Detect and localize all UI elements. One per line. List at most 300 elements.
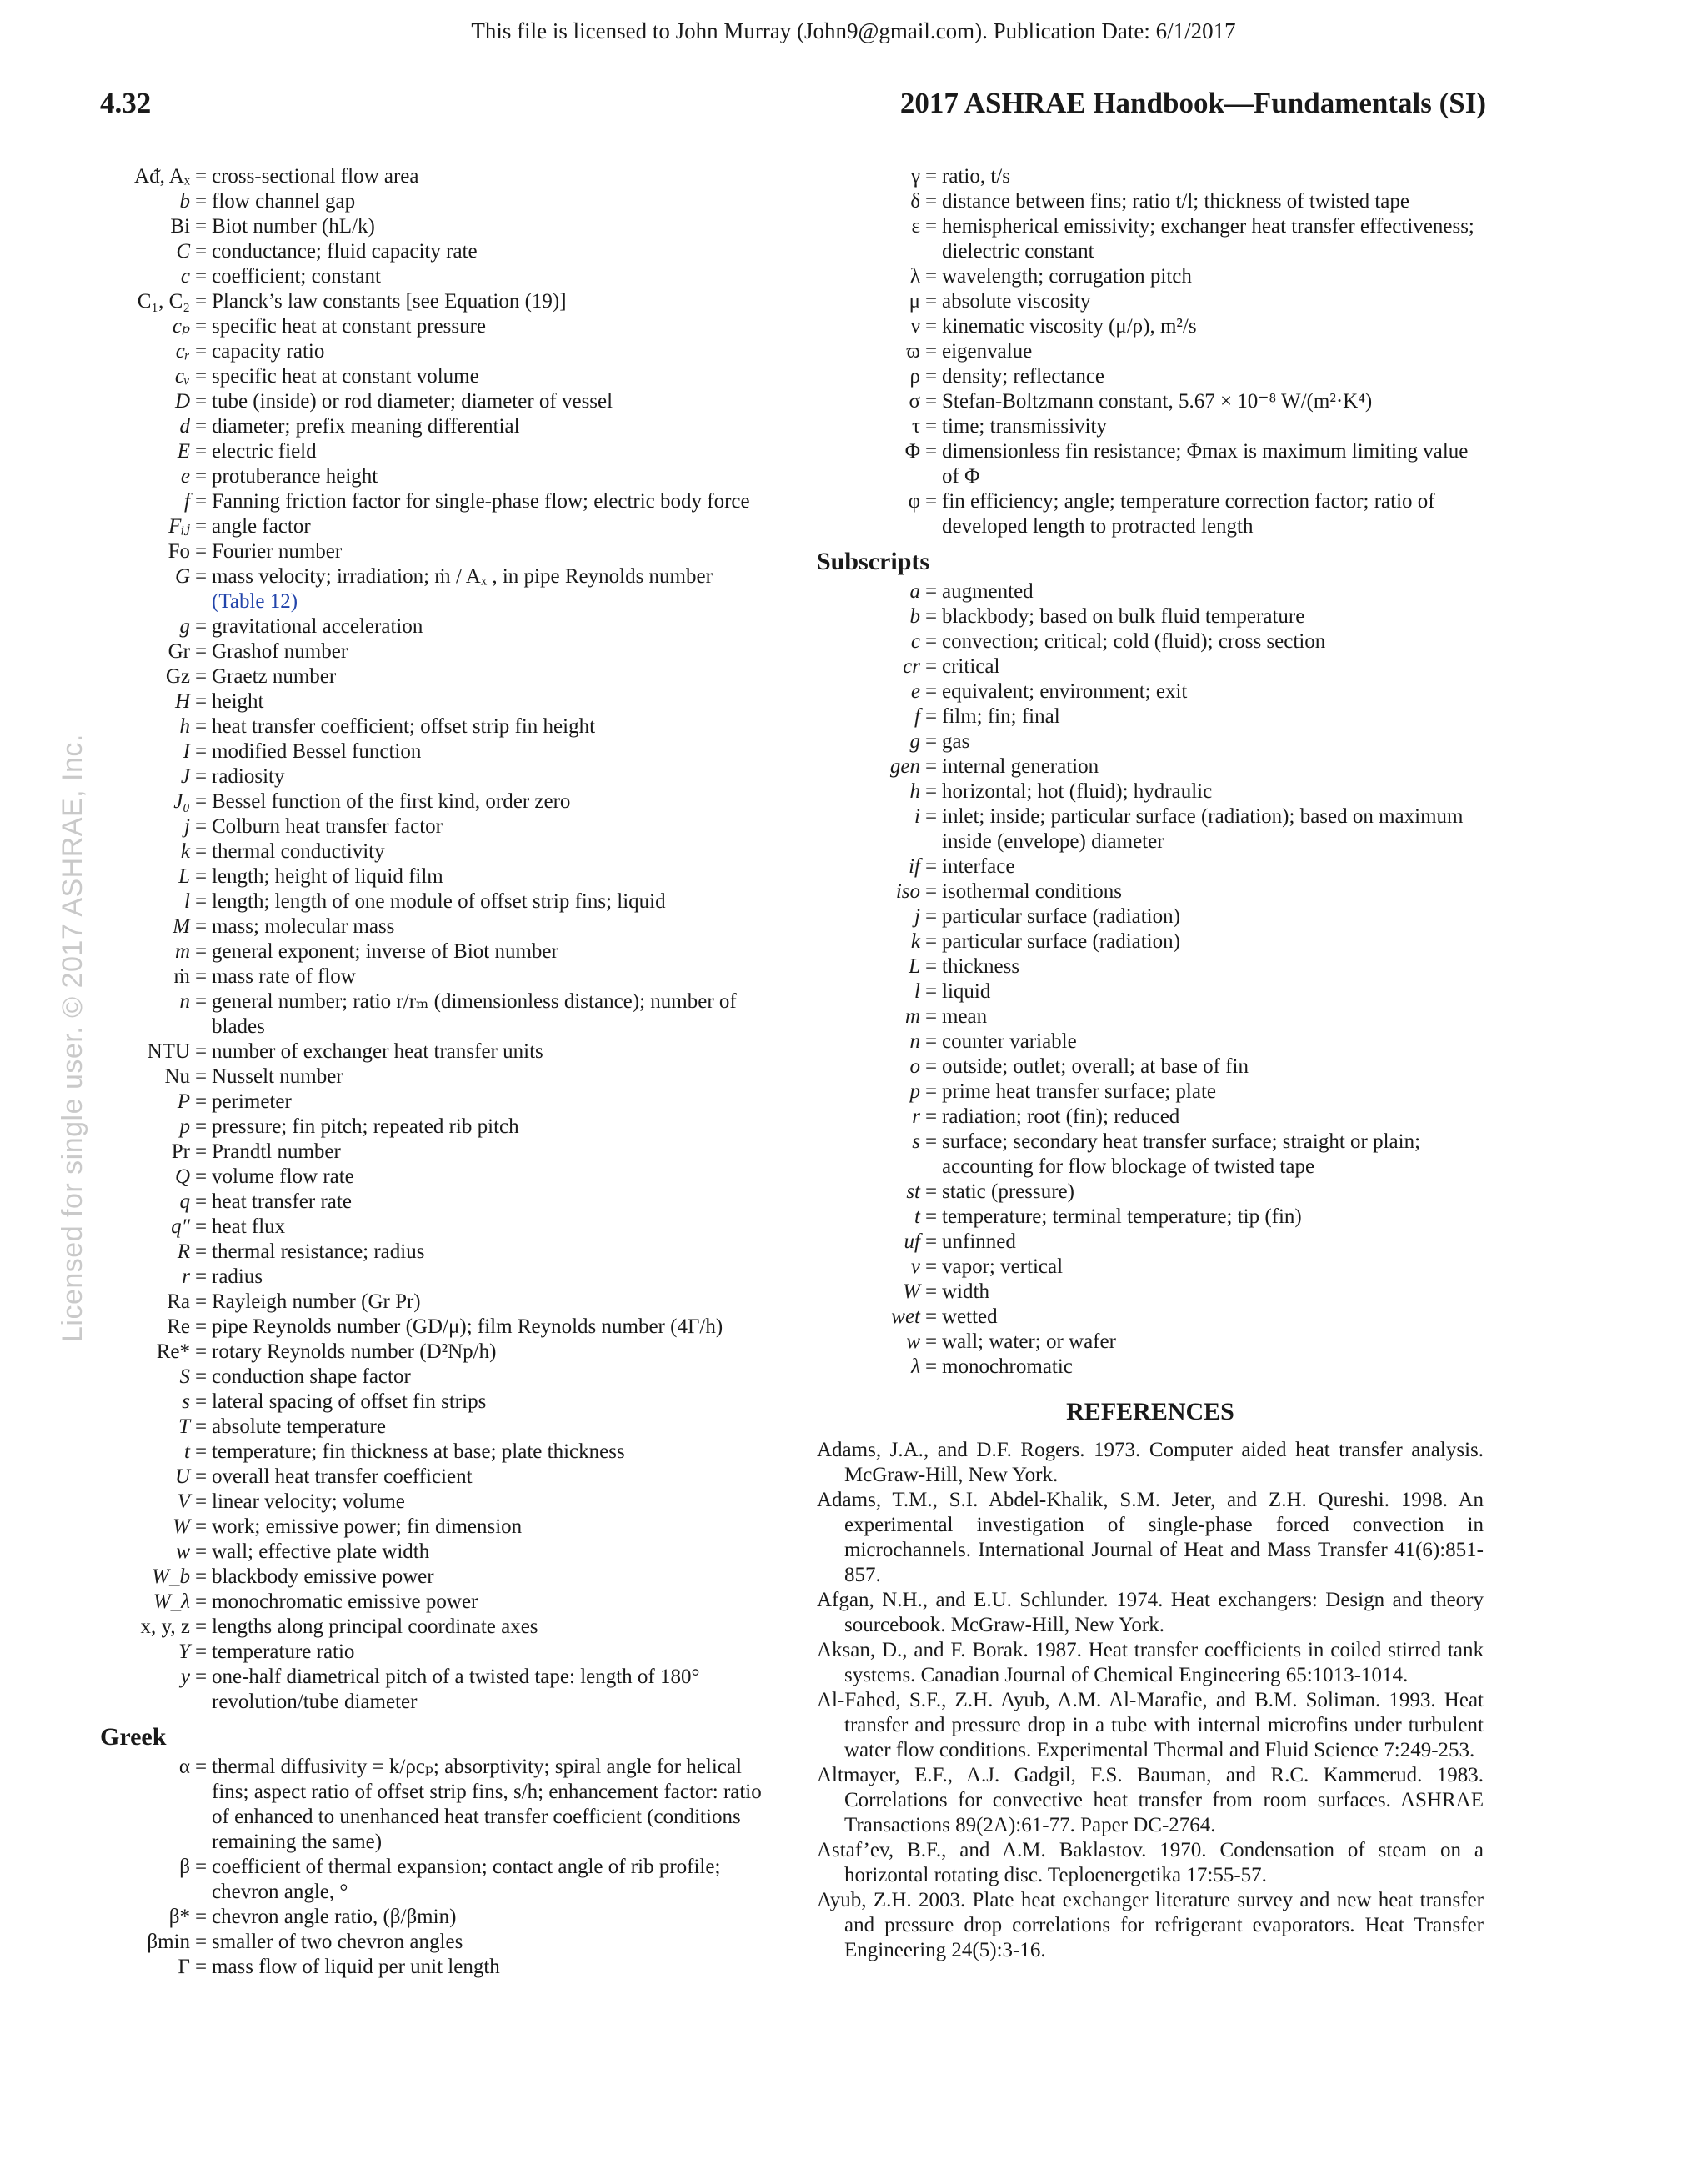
equals-sign: =: [194, 990, 208, 1013]
references-list: [817, 1438, 1484, 1963]
symbol: L: [909, 955, 920, 978]
definition: [942, 489, 1484, 539]
equals-sign: =: [194, 440, 208, 463]
symbol: J: [180, 765, 190, 788]
definition: [212, 264, 767, 289]
nomenclature-entry: [100, 1440, 767, 1465]
symbol: Fo: [168, 540, 190, 563]
reference-entry: Al-Fahed, S.F., Z.H. Ayub, A.M. Al-Marafie, and B.M. Soliman. 1993. Heat transfer and pressure drop in a tube with internal microfins under turbulent water flow conditions. Experimental Thermal and Fluid Science 7:249-253.: [817, 1689, 1484, 1761]
subscript-entry: [817, 1105, 1484, 1130]
equals-sign: =: [194, 1390, 208, 1413]
equals-sign: =: [924, 1105, 938, 1128]
nomenclature-entry: [100, 489, 767, 514]
symbol: V: [177, 1490, 190, 1513]
license-watermark: Licensed for single user. © 2017 ASHRAE, Inc.: [57, 734, 88, 1342]
equals-sign: =: [924, 1230, 938, 1253]
subscript-entry: [817, 604, 1484, 629]
subscript-entry: [817, 854, 1484, 879]
nomenclature-entry: [100, 1640, 767, 1665]
nomenclature-entry: [100, 439, 767, 464]
equals-sign: =: [194, 1906, 208, 1928]
definition: [942, 604, 1484, 629]
definition-text: gravitational acceleration: [212, 615, 423, 638]
definition: [212, 614, 767, 639]
equals-sign: =: [194, 640, 208, 663]
symbol: Fᵢⱼ: [168, 515, 190, 538]
definition: [212, 164, 767, 189]
definition: [212, 1440, 767, 1465]
symbol: L: [178, 865, 190, 888]
symbol: ν: [910, 315, 920, 338]
definition: [212, 889, 767, 914]
symbol: Gr: [168, 640, 190, 663]
definition-text: temperature; fin thickness at base; plate thickness: [212, 1440, 625, 1463]
definition: [212, 414, 767, 439]
greek-entry: [100, 1930, 767, 1955]
equals-sign: =: [924, 1305, 938, 1328]
subscript-entry: [817, 879, 1484, 904]
subscript-entry: [817, 704, 1484, 729]
definition-text: liquid: [942, 980, 991, 1003]
definition-text: diameter; prefix meaning differential: [212, 415, 520, 438]
symbol: M: [173, 915, 190, 938]
definition-text: pipe Reynolds number (GD/μ); film Reynolds number (4Γ/h): [212, 1315, 723, 1338]
definition-text: cross-sectional flow area: [212, 165, 419, 188]
equals-sign: =: [924, 605, 938, 628]
definition: [942, 1280, 1484, 1305]
definition-text: smaller of two chevron angles: [212, 1931, 463, 1953]
equals-sign: =: [194, 890, 208, 913]
symbol: n: [179, 990, 190, 1013]
equals-sign: =: [924, 855, 938, 878]
nomenclature-entry: [100, 189, 767, 214]
definition-text: film; fin; final: [942, 705, 1060, 728]
definition-text: mass flow of liquid per unit length: [212, 1956, 500, 1978]
definition: [212, 989, 767, 1039]
equals-sign: =: [924, 1280, 938, 1303]
reference-entry: Astaf’ev, B.F., and A.M. Baklastov. 1970. Condensation of steam on a horizontal rotating disc. Teploenergetika 17:55-57.: [817, 1839, 1484, 1886]
definition: [942, 1230, 1484, 1255]
equals-sign: =: [924, 1055, 938, 1078]
running-head: 2017 ASHRAE Handbook—Fundamentals (SI): [899, 87, 1486, 119]
equals-sign: =: [194, 540, 208, 563]
equals-sign: =: [194, 1190, 208, 1213]
definition-text: coefficient; constant: [212, 265, 381, 288]
equals-sign: =: [924, 1330, 938, 1353]
nomenclature-entry: [100, 1365, 767, 1390]
greek-entry: [100, 1905, 767, 1930]
symbol: T: [178, 1415, 190, 1438]
definition-text: time; transmissivity: [942, 415, 1107, 438]
equals-sign: =: [194, 1590, 208, 1613]
greek-entry: [817, 439, 1484, 489]
equals-sign: =: [924, 415, 938, 438]
definition: [212, 764, 767, 789]
definition: [942, 164, 1484, 189]
definition-text: equivalent; environment; exit: [942, 680, 1188, 703]
nomenclature-entry: [100, 864, 767, 889]
definition-text: radius: [212, 1265, 263, 1288]
nomenclature-entry: [100, 264, 767, 289]
equals-sign: =: [924, 215, 938, 238]
definition-text: monochromatic: [942, 1355, 1073, 1378]
definition-text: gas: [942, 730, 970, 753]
nomenclature-entry: [100, 1115, 767, 1140]
definition: [942, 1330, 1484, 1355]
symbol: if: [909, 855, 920, 878]
subscripts-list: [817, 579, 1484, 1380]
equals-sign: =: [194, 265, 208, 288]
symbol: Ra: [167, 1290, 190, 1313]
definition-text: surface; secondary heat transfer surface; straight or plain; accounting for flow blockage of twisted tape: [942, 1130, 1421, 1178]
definition-text: mean: [942, 1005, 988, 1028]
greek-entry: [100, 1955, 767, 1980]
subscript-entry: [817, 754, 1484, 779]
definition: [942, 339, 1484, 364]
equals-sign: =: [924, 1180, 938, 1203]
symbol: n: [909, 1030, 920, 1053]
symbol: γ: [910, 165, 920, 188]
definition-text: Grashof number: [212, 640, 348, 663]
equals-sign: =: [194, 690, 208, 713]
equals-sign: =: [924, 165, 938, 188]
equals-sign: =: [194, 490, 208, 513]
nomenclature-entry: [100, 1415, 767, 1440]
nomenclature-entry: [100, 1215, 767, 1240]
symbol: h: [179, 715, 190, 738]
symbol: β: [179, 1856, 190, 1878]
nomenclature-entry: [100, 289, 767, 314]
symbol: J₀: [173, 790, 190, 813]
symbol: βmin: [147, 1931, 190, 1953]
definition-text: thickness: [942, 955, 1020, 978]
definition: [212, 1640, 767, 1665]
symbol: cᵣ: [175, 340, 190, 363]
definition-text: heat transfer coefficient; offset strip fin height: [212, 715, 596, 738]
table-12-link[interactable]: (Table 12): [212, 590, 298, 613]
definition: [212, 689, 767, 714]
equals-sign: =: [194, 915, 208, 938]
nomenclature-entry: [100, 614, 767, 639]
symbol: D: [174, 390, 190, 413]
definition: [942, 1029, 1484, 1054]
symbol: β*: [168, 1906, 190, 1928]
symbol: ṁ: [173, 965, 190, 988]
definition: [212, 864, 767, 889]
definition-text: conduction shape factor: [212, 1365, 411, 1388]
equals-sign: =: [924, 340, 938, 363]
subscript-entry: [817, 679, 1484, 704]
symbol: φ: [908, 490, 920, 513]
symbol: cᵥ: [174, 365, 190, 388]
subscript-entry: [817, 1029, 1484, 1054]
definition-text: overall heat transfer coefficient: [212, 1465, 473, 1488]
subscript-entry: [817, 1280, 1484, 1305]
equals-sign: =: [194, 715, 208, 738]
definition-text: ratio, t/s: [942, 165, 1010, 188]
subscript-entry: [817, 579, 1484, 604]
subscript-entry: [817, 1230, 1484, 1255]
definition: [212, 1465, 767, 1490]
definition-text: prime heat transfer surface; plate: [942, 1080, 1216, 1103]
reference-entry: Adams, J.A., and D.F. Rogers. 1973. Computer aided heat transfer analysis. McGraw-Hill, New York.: [817, 1439, 1484, 1486]
definition-text: lengths along principal coordinate axes: [212, 1615, 538, 1638]
nomenclature-entry: [100, 514, 767, 539]
definition: [212, 389, 767, 414]
symbol: C₁, C₂: [137, 290, 190, 313]
definition-text: internal generation: [942, 755, 1099, 778]
greek-entry: [817, 389, 1484, 414]
symbol: s: [182, 1390, 190, 1413]
definition-text: electric field: [212, 440, 317, 463]
definition: [212, 1415, 767, 1440]
definition-text: thermal conductivity: [212, 840, 385, 863]
definition-text: perimeter: [212, 1090, 292, 1113]
symbol: i: [914, 805, 920, 828]
equals-sign: =: [924, 580, 938, 603]
definition-text: heat flux: [212, 1215, 286, 1238]
equals-sign: =: [194, 1756, 208, 1778]
equals-sign: =: [194, 215, 208, 238]
symbol: Φ: [904, 440, 920, 463]
symbol: p: [179, 1115, 190, 1138]
equals-sign: =: [924, 880, 938, 903]
definition-text: capacity ratio: [212, 340, 325, 363]
definition-text: vapor; vertical: [942, 1255, 1064, 1278]
equals-sign: =: [924, 755, 938, 778]
definition: [942, 1305, 1484, 1330]
symbol: a: [909, 580, 920, 603]
nomenclature-entry: [100, 1265, 767, 1290]
definition: [942, 654, 1484, 679]
definition-text: Colburn heat transfer factor: [212, 815, 443, 838]
definition-text: conductance; fluid capacity rate: [212, 240, 478, 263]
nomenclature-entry: [100, 914, 767, 939]
definition: [942, 929, 1484, 954]
definition-text: number of exchanger heat transfer units: [212, 1040, 543, 1063]
definition: [942, 704, 1484, 729]
symbol: gen: [889, 755, 920, 778]
definition: [942, 979, 1484, 1004]
subscripts-heading: Subscripts: [817, 548, 930, 575]
symbol: wet: [891, 1305, 920, 1328]
nomenclature-entry: [100, 1240, 767, 1265]
subscript-entry: [817, 979, 1484, 1004]
symbol: I: [183, 740, 190, 763]
definition: [212, 964, 767, 989]
definition: [212, 1540, 767, 1565]
definition-text: thermal diffusivity = k/ρcₚ; absorptivity; spiral angle for helical fins; aspect ratio of offset strip fins, s/h; enhancement factor: ratio of enhanced to unenhanced heat transfer coefficient (conditions remaining the same): [212, 1756, 762, 1853]
definition: [942, 804, 1484, 854]
definition: [942, 289, 1484, 314]
subscript-entry: [817, 1255, 1484, 1280]
definition: [942, 439, 1484, 489]
definition: [942, 364, 1484, 389]
definition: [212, 1365, 767, 1390]
symbol: c: [180, 265, 190, 288]
equals-sign: =: [194, 465, 208, 488]
symbol: g: [909, 730, 920, 753]
equals-sign: =: [194, 565, 208, 588]
definition-text: hemispherical emissivity; exchanger heat transfer effectiveness; dielectric constant: [942, 215, 1474, 263]
definition-text: lateral spacing of offset fin strips: [212, 1390, 487, 1413]
equals-sign: =: [194, 1215, 208, 1238]
definition-text: Planck’s law constants [see Equation (19)]: [212, 290, 567, 313]
definition: [212, 1064, 767, 1089]
equals-sign: =: [924, 1030, 938, 1053]
definition-text: horizontal; hot (fluid); hydraulic: [942, 780, 1213, 803]
equals-sign: =: [194, 1165, 208, 1188]
reference-entry: Adams, T.M., S.I. Abdel-Khalik, S.M. Jeter, and Z.H. Qureshi. 1998. An experimental investigation of single-phase forced convection in microchannels. International Journal of Heat and Mass Transfer 41(6):851-857.: [817, 1489, 1484, 1586]
definition: [212, 1265, 767, 1290]
nomenclature-entry: [100, 314, 767, 339]
subscript-entry: [817, 1054, 1484, 1079]
subscript-entry: [817, 1355, 1484, 1380]
nomenclature-entry: [100, 1390, 767, 1415]
definition: [212, 1215, 767, 1240]
equals-sign: =: [924, 805, 938, 828]
symbol: Aᵭ, Aₓ: [134, 165, 190, 188]
symbol: Γ: [178, 1956, 190, 1978]
symbol: w: [176, 1540, 190, 1563]
symbol: P: [177, 1090, 190, 1113]
symbol: ε: [911, 215, 920, 238]
definition-text: modified Bessel function: [212, 740, 422, 763]
equals-sign: =: [924, 730, 938, 753]
equals-sign: =: [194, 1440, 208, 1463]
equals-sign: =: [194, 1115, 208, 1138]
equals-sign: =: [194, 390, 208, 413]
symbol: f: [914, 705, 920, 728]
nomenclature-entry: [100, 1190, 767, 1215]
equals-sign: =: [924, 440, 938, 463]
definition: [212, 1490, 767, 1515]
definition: [212, 1515, 767, 1540]
nomenclature-entry: [100, 1290, 767, 1315]
equals-sign: =: [194, 615, 208, 638]
equals-sign: =: [924, 680, 938, 703]
definition: [212, 1615, 767, 1640]
symbol: l: [184, 890, 190, 913]
nomenclature-entry: [100, 814, 767, 839]
nomenclature-entry: [100, 1615, 767, 1640]
symbol: j: [184, 815, 190, 838]
definition-text: length; length of one module of offset strip fins; liquid: [212, 890, 666, 913]
nomenclature-entry: [100, 1140, 767, 1165]
definition-text: coefficient of thermal expansion; contact angle of rib profile; chevron angle, °: [212, 1856, 721, 1903]
symbol: x, y, z: [140, 1615, 190, 1638]
symbol: uf: [904, 1230, 920, 1253]
equals-sign: =: [194, 965, 208, 988]
equals-sign: =: [924, 955, 938, 978]
equals-sign: =: [194, 1465, 208, 1488]
symbol: Nu: [164, 1065, 190, 1088]
equals-sign: =: [924, 1205, 938, 1228]
equals-sign: =: [924, 905, 938, 928]
symbol: k: [180, 840, 190, 863]
definition-text: convection; critical; cold (fluid); cross section: [942, 630, 1326, 653]
definition: [212, 1240, 767, 1265]
symbol: ρ: [909, 365, 920, 388]
equals-sign: =: [194, 765, 208, 788]
equals-sign: =: [194, 1315, 208, 1338]
definition-text: protuberance height: [212, 465, 378, 488]
subscript-entry: [817, 1004, 1484, 1029]
nomenclature-entry: [100, 664, 767, 689]
definition-text: one-half diametrical pitch of a twisted tape: length of 180° revolution/tube diameter: [212, 1666, 700, 1713]
equals-sign: =: [924, 705, 938, 728]
nomenclature-entry: [100, 389, 767, 414]
greek-entry: [817, 214, 1484, 264]
equals-sign: =: [194, 790, 208, 813]
symbol: q″: [171, 1215, 190, 1238]
definition: [942, 264, 1484, 289]
definition-text: blackbody; based on bulk fluid temperature: [942, 605, 1305, 628]
equals-sign: =: [924, 980, 938, 1003]
references-heading: REFERENCES: [1066, 1398, 1234, 1425]
definition: [942, 1105, 1484, 1130]
definition-text: distance between fins; ratio t/l; thickness of twisted tape: [942, 190, 1409, 213]
symbol: q: [179, 1190, 190, 1213]
equals-sign: =: [924, 1355, 938, 1378]
greek-entry: [817, 189, 1484, 214]
definition-text: static (pressure): [942, 1180, 1074, 1203]
symbol: λ: [909, 265, 920, 288]
symbol: Pr: [171, 1140, 190, 1163]
equals-sign: =: [194, 415, 208, 438]
definition: [212, 439, 767, 464]
equals-sign: =: [924, 630, 938, 653]
subscript-entry: [817, 904, 1484, 929]
symbol: t: [914, 1205, 920, 1228]
symbol: μ: [909, 290, 920, 313]
symbol: r: [182, 1265, 190, 1288]
definition: [212, 1140, 767, 1165]
equals-sign: =: [194, 815, 208, 838]
definition: [212, 1315, 767, 1340]
subscript-entry: [817, 629, 1484, 654]
subscript-entry: [817, 1079, 1484, 1105]
equals-sign: =: [194, 365, 208, 388]
definition: [942, 954, 1484, 979]
definition-text: pressure; fin pitch; repeated rib pitch: [212, 1115, 519, 1138]
symbol: j: [914, 905, 920, 928]
definition: [942, 904, 1484, 929]
symbol: y: [180, 1666, 190, 1688]
nomenclature-entry: [100, 164, 767, 189]
definition: [942, 579, 1484, 604]
definition: [212, 664, 767, 689]
subscript-entry: [817, 804, 1484, 854]
nomenclature-entry: [100, 639, 767, 664]
equals-sign: =: [194, 1931, 208, 1953]
definition-text: blackbody emissive power: [212, 1565, 434, 1588]
symbol: cr: [903, 655, 920, 678]
definition: [942, 679, 1484, 704]
definition: [942, 214, 1484, 264]
definition-text: radiation; root (fin); reduced: [942, 1105, 1180, 1128]
equals-sign: =: [924, 290, 938, 313]
symbol: R: [177, 1240, 190, 1263]
definition-text: isothermal conditions: [942, 880, 1122, 903]
nomenclature-entry: [100, 1089, 767, 1115]
definition: [212, 1665, 767, 1715]
definition: [212, 539, 767, 564]
definition: [212, 814, 767, 839]
definition-text: critical: [942, 655, 1000, 678]
equals-sign: =: [194, 740, 208, 763]
definition: [942, 854, 1484, 879]
